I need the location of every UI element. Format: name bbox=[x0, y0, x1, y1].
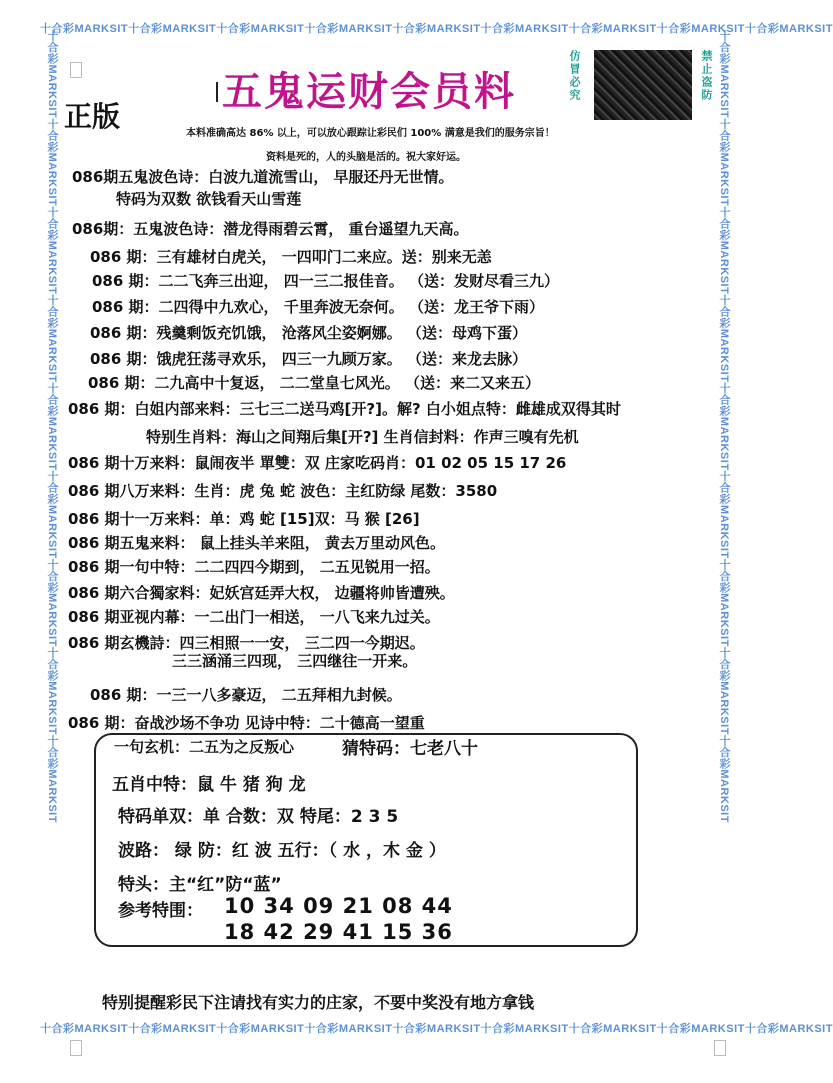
line-verse-2: 086 期：二二飞奔三出迎， 四一三二报佳音。 （送：发财尽看三九） bbox=[92, 272, 559, 290]
line-verse-6: 086 期：二九高中十复返， 二二堂皇七风光。 （送：来二又来五） bbox=[88, 374, 540, 392]
corner-mark bbox=[70, 1040, 82, 1056]
line-yashi: 086 期亚视内幕：一二出门一相送， 一八飞来九过关。 bbox=[68, 608, 440, 626]
line-fenzhan: 086 期：奋战沙场不争功 见诗中特：二十德高一望重 bbox=[68, 714, 425, 732]
watermark-right: 十合彩MARKSIT十合彩MARKSIT十合彩MARKSIT十合彩MARKSIT十合彩MARKSIT十合彩MARKSIT十合彩MARKSIT十合彩MARKSIT十合彩MARKSIT bbox=[718, 30, 730, 823]
box-ref-row-2: 18 42 29 41 15 36 bbox=[224, 920, 453, 944]
corner-mark bbox=[714, 1040, 726, 1056]
corner-mark bbox=[70, 62, 82, 78]
line-zodiac-special: 特别生肖料：海山之间翔后集[开?] 生肖信封料：作声三嗅有先机 bbox=[146, 428, 579, 446]
title-cursor bbox=[216, 82, 218, 102]
genuine-badge: 正版 bbox=[64, 100, 121, 133]
box-ref-label: 参考特围： bbox=[118, 901, 203, 921]
line-xuanji-b: 三三涵涌三四现， 三四继往一开来。 bbox=[172, 652, 418, 670]
right-stamp: 禁止盗防 bbox=[700, 50, 713, 102]
footer-note: 特别提醒彩民下注请找有实力的庄家，不要中奖没有地方拿钱 bbox=[102, 993, 535, 1012]
slogan-2: 资料是死的，人的头脑是活的。祝大家好运。 bbox=[266, 152, 466, 163]
page-title: 五鬼运财会员料 bbox=[222, 68, 516, 115]
line-100k: 086 期十万来料：鼠闹夜半 單雙：双 庄家吃码肖：01 02 05 15 17 26 bbox=[68, 454, 567, 472]
line-verse-4: 086 期：残羹剩饭充饥饿， 沧落风尘姿婀娜。 （送：母鸡下蛋） bbox=[90, 324, 527, 342]
qr-code-icon bbox=[594, 50, 692, 120]
line-verse-1: 086 期：三有雄材白虎关， 一四叩门二来应。送：别来无恙 bbox=[90, 248, 492, 266]
watermark-top: 十合彩MARKSIT十合彩MARKSIT十合彩MARKSIT十合彩MARKSIT十合彩MARKSIT十合彩MARKSIT十合彩MARKSIT十合彩MARKSIT十合彩MARKSIT bbox=[40, 23, 833, 35]
box-five-zodiac: 五肖中特：鼠 牛 猪 狗 龙 bbox=[112, 775, 306, 795]
watermark-left: 十合彩MARKSIT十合彩MARKSIT十合彩MARKSIT十合彩MARKSIT十合彩MARKSIT十合彩MARKSIT十合彩MARKSIT十合彩MARKSIT十合彩MARKSIT bbox=[46, 30, 58, 823]
line-xuanji: 086 期玄機詩：四三相照一一安， 三二四一今期迟。 bbox=[68, 634, 425, 652]
line-verse-5: 086 期：饿虎狂荡寻欢乐， 四三一九顾万家。 （送：来龙去脉） bbox=[90, 350, 527, 368]
line-one-sentence: 086 期一句中特：二二四四今期到， 二五见锐用一招。 bbox=[68, 558, 440, 576]
line-haomai: 086 期：一三一八多豪迈， 二五拜相九封候。 bbox=[90, 686, 402, 704]
box-ref-row-1: 10 34 09 21 08 44 bbox=[224, 894, 453, 918]
watermark-bottom: 十合彩MARKSIT十合彩MARKSIT十合彩MARKSIT十合彩MARKSIT十合彩MARKSIT十合彩MARKSIT十合彩MARKSIT十合彩MARKSIT十合彩MARKSIT bbox=[40, 1023, 833, 1035]
left-stamp: 仿冒必究 bbox=[568, 50, 581, 102]
line-liuhe: 086 期六合獨家料：妃妖宫廷弄大权， 边疆将帅皆遭殃。 bbox=[68, 584, 455, 602]
slogan-1: 本料准确高达 86% 以上，可以放心跟踪让彩民们 100% 满意是我们的服务宗旨！ bbox=[186, 128, 555, 139]
box-odd-even: 特码单双：单 合数：双 特尾：2 3 5 bbox=[118, 807, 399, 827]
line-poem-1: 086期五鬼波色诗：白波九道流雪山， 早服还丹无世情。 bbox=[72, 168, 454, 186]
box-guess-code: 猜特码：七老八十 bbox=[342, 739, 478, 759]
box-wave: 波路： 绿 防：红 波 五行：（ 水 ，木 金 ） bbox=[118, 841, 446, 861]
line-poem-2: 086期：五鬼波色诗：潜龙得雨碧云霄， 重台遥望九天高。 bbox=[72, 220, 469, 238]
line-wugui: 086 期五鬼来料： 鼠上挂头羊来阻， 黄去万里动风色。 bbox=[68, 534, 445, 552]
line-verse-3: 086 期：二四得中九欢心， 千里奔波无奈何。 （送：龙王爷下雨） bbox=[92, 298, 544, 316]
line-poem-1b: 特码为双数 欲钱看天山雪莲 bbox=[116, 190, 302, 208]
box-head: 特头：主“红”防“蓝” bbox=[118, 875, 282, 895]
line-110k: 086 期十一万来料：单：鸡 蛇 [15]双：马 猴 [26] bbox=[68, 510, 420, 528]
line-80k: 086 期八万来料：生肖：虎 兔 蛇 波色：主红防绿 尾数：3580 bbox=[68, 482, 498, 500]
box-riddle: 一句玄机：二五为之反叛心 bbox=[114, 738, 295, 756]
line-baijie: 086 期：白姐内部来料：三七三二送马鸡[开?]。解? 白小姐点特：雌雄成双得其时 bbox=[68, 400, 621, 418]
